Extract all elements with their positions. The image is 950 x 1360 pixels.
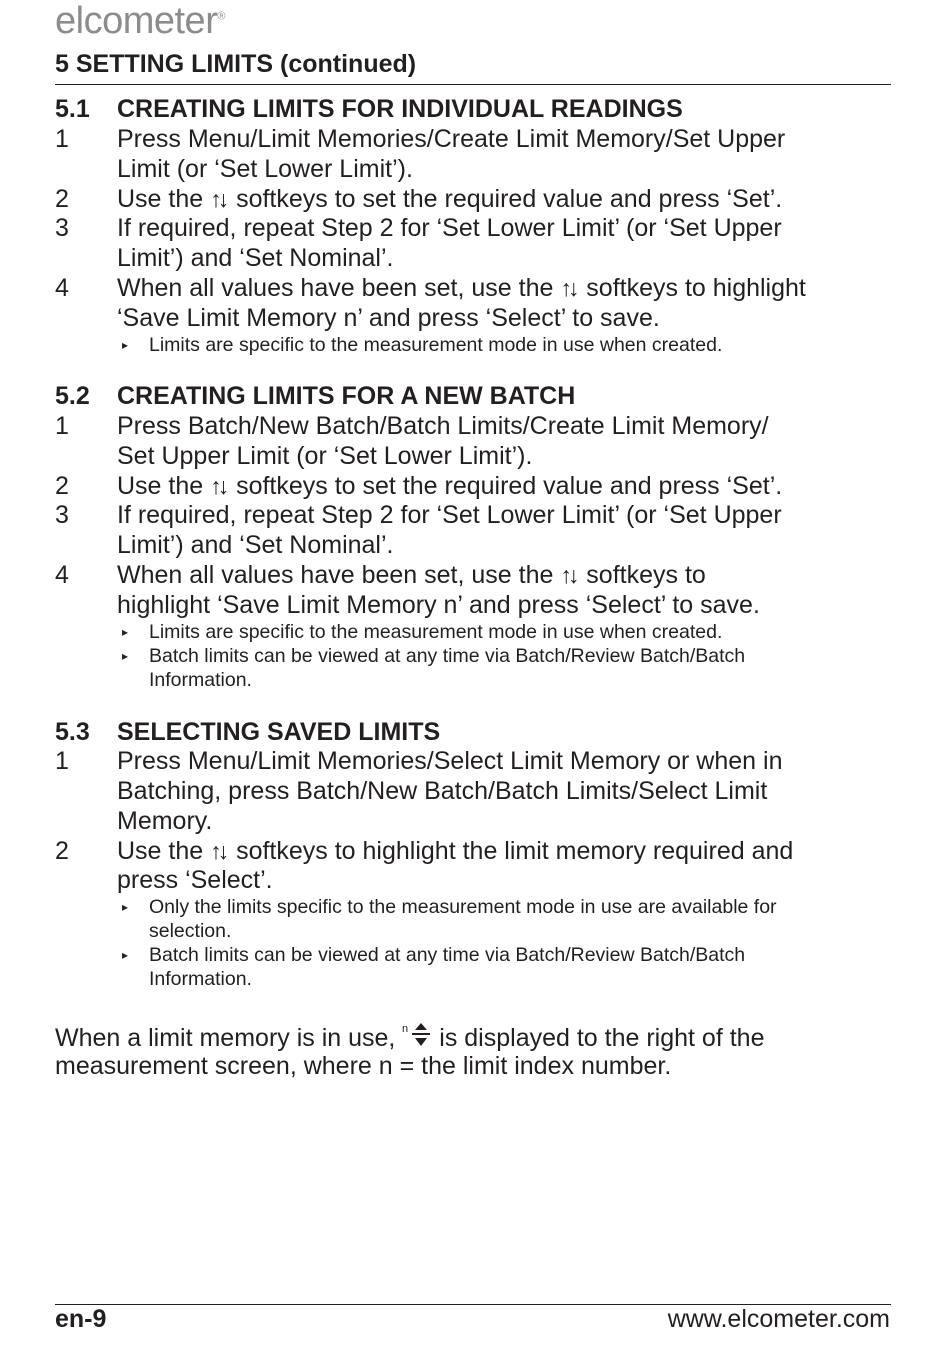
up-down-arrows-icon: ↑↓	[210, 186, 226, 212]
step-text: Press Menu/Limit Memories/Select Limit Memory or when in	[117, 747, 783, 775]
website-link[interactable]: www.elcometer.com	[667, 1305, 890, 1333]
header-divider	[55, 84, 891, 85]
bullet-triangle-icon: ▸	[122, 900, 129, 914]
step-text: When all values have been set, use the ↑↓ softkeys to highlight	[117, 274, 806, 302]
step-text: Press Menu/Limit Memories/Create Limit Memory/Set Upper	[117, 125, 786, 153]
note-text: Limits are specific to the measurement mode in use when created.	[149, 621, 723, 643]
step-text: Set Upper Limit (or ‘Set Lower Limit’).	[117, 442, 533, 470]
step-text: Limit’) and ‘Set Nominal’.	[117, 531, 394, 559]
step-text: Memory.	[117, 807, 213, 835]
note-text: selection.	[149, 920, 232, 942]
step-number: 2	[55, 185, 69, 213]
step-text: Limit (or ‘Set Lower Limit’).	[117, 155, 413, 183]
up-down-arrows-icon: ↑↓	[560, 562, 576, 588]
note-text: Only the limits specific to the measurement mode in use are available for	[149, 896, 777, 918]
up-down-arrows-icon: ↑↓	[210, 838, 226, 864]
section-5-3-number: 5.3	[55, 718, 90, 746]
step-text: Limit’) and ‘Set Nominal’.	[117, 244, 394, 272]
step-number: 3	[55, 501, 69, 529]
step-text: Press Batch/New Batch/Batch Limits/Create Limit Memory/	[117, 412, 769, 440]
note-text: Batch limits can be viewed at any time via Batch/Review Batch/Batch	[149, 645, 746, 667]
elcometer-logo: elcometer®	[55, 0, 225, 42]
step-text: When all values have been set, use the ↑↓ softkeys to	[117, 561, 706, 589]
section-5-2-title: CREATING LIMITS FOR A NEW BATCH	[117, 382, 576, 410]
step-number: 2	[55, 837, 69, 865]
note-text: Information.	[149, 669, 252, 691]
step-number: 3	[55, 214, 69, 242]
up-down-arrows-icon: ↑↓	[560, 275, 576, 301]
step-number: 1	[55, 747, 69, 775]
section-5-3-title: SELECTING SAVED LIMITS	[117, 718, 441, 746]
bullet-triangle-icon: ▸	[122, 338, 129, 352]
page-number: en-9	[55, 1305, 107, 1333]
step-text: Use the ↑↓ softkeys to set the required value and press ‘Set’.	[117, 472, 783, 500]
step-text: press ‘Select’.	[117, 866, 273, 894]
page-header-title: 5 SETTING LIMITS (continued)	[55, 50, 417, 78]
step-number: 4	[55, 274, 69, 302]
closing-text: measurement screen, where n = the limit index number.	[55, 1052, 672, 1080]
step-number: 2	[55, 472, 69, 500]
step-text: If required, repeat Step 2 for ‘Set Lower Limit’ (or ‘Set Upper	[117, 214, 782, 242]
up-down-arrows-icon: ↑↓	[210, 473, 226, 499]
step-text: Batching, press Batch/New Batch/Batch Limits/Select Limit	[117, 777, 768, 805]
step-number: 1	[55, 412, 69, 440]
bullet-triangle-icon: ▸	[122, 948, 129, 962]
step-text: highlight ‘Save Limit Memory n’ and press ‘Select’ to save.	[117, 591, 760, 619]
bullet-triangle-icon: ▸	[122, 649, 129, 663]
bullet-triangle-icon: ▸	[122, 625, 129, 639]
step-text: Use the ↑↓ softkeys to set the required value and press ‘Set’.	[117, 185, 783, 213]
limit-indicator-icon	[402, 1022, 432, 1055]
note-text: Limits are specific to the measurement mode in use when created.	[149, 334, 723, 356]
section-5-1-number: 5.1	[55, 95, 90, 123]
closing-text: When a limit memory is in use, n is displayed to the right of the	[55, 1022, 764, 1055]
step-number: 1	[55, 125, 69, 153]
section-5-2-number: 5.2	[55, 382, 90, 410]
step-text: If required, repeat Step 2 for ‘Set Lower Limit’ (or ‘Set Upper	[117, 501, 782, 529]
svg-text:n: n	[402, 1023, 409, 1035]
note-text: Information.	[149, 968, 252, 990]
step-number: 4	[55, 561, 69, 589]
step-text: Use the ↑↓ softkeys to highlight the limit memory required and	[117, 837, 794, 865]
step-text: ‘Save Limit Memory n’ and press ‘Select’ to save.	[117, 304, 660, 332]
section-5-1-title: CREATING LIMITS FOR INDIVIDUAL READINGS	[117, 95, 683, 123]
note-text: Batch limits can be viewed at any time via Batch/Review Batch/Batch	[149, 944, 746, 966]
